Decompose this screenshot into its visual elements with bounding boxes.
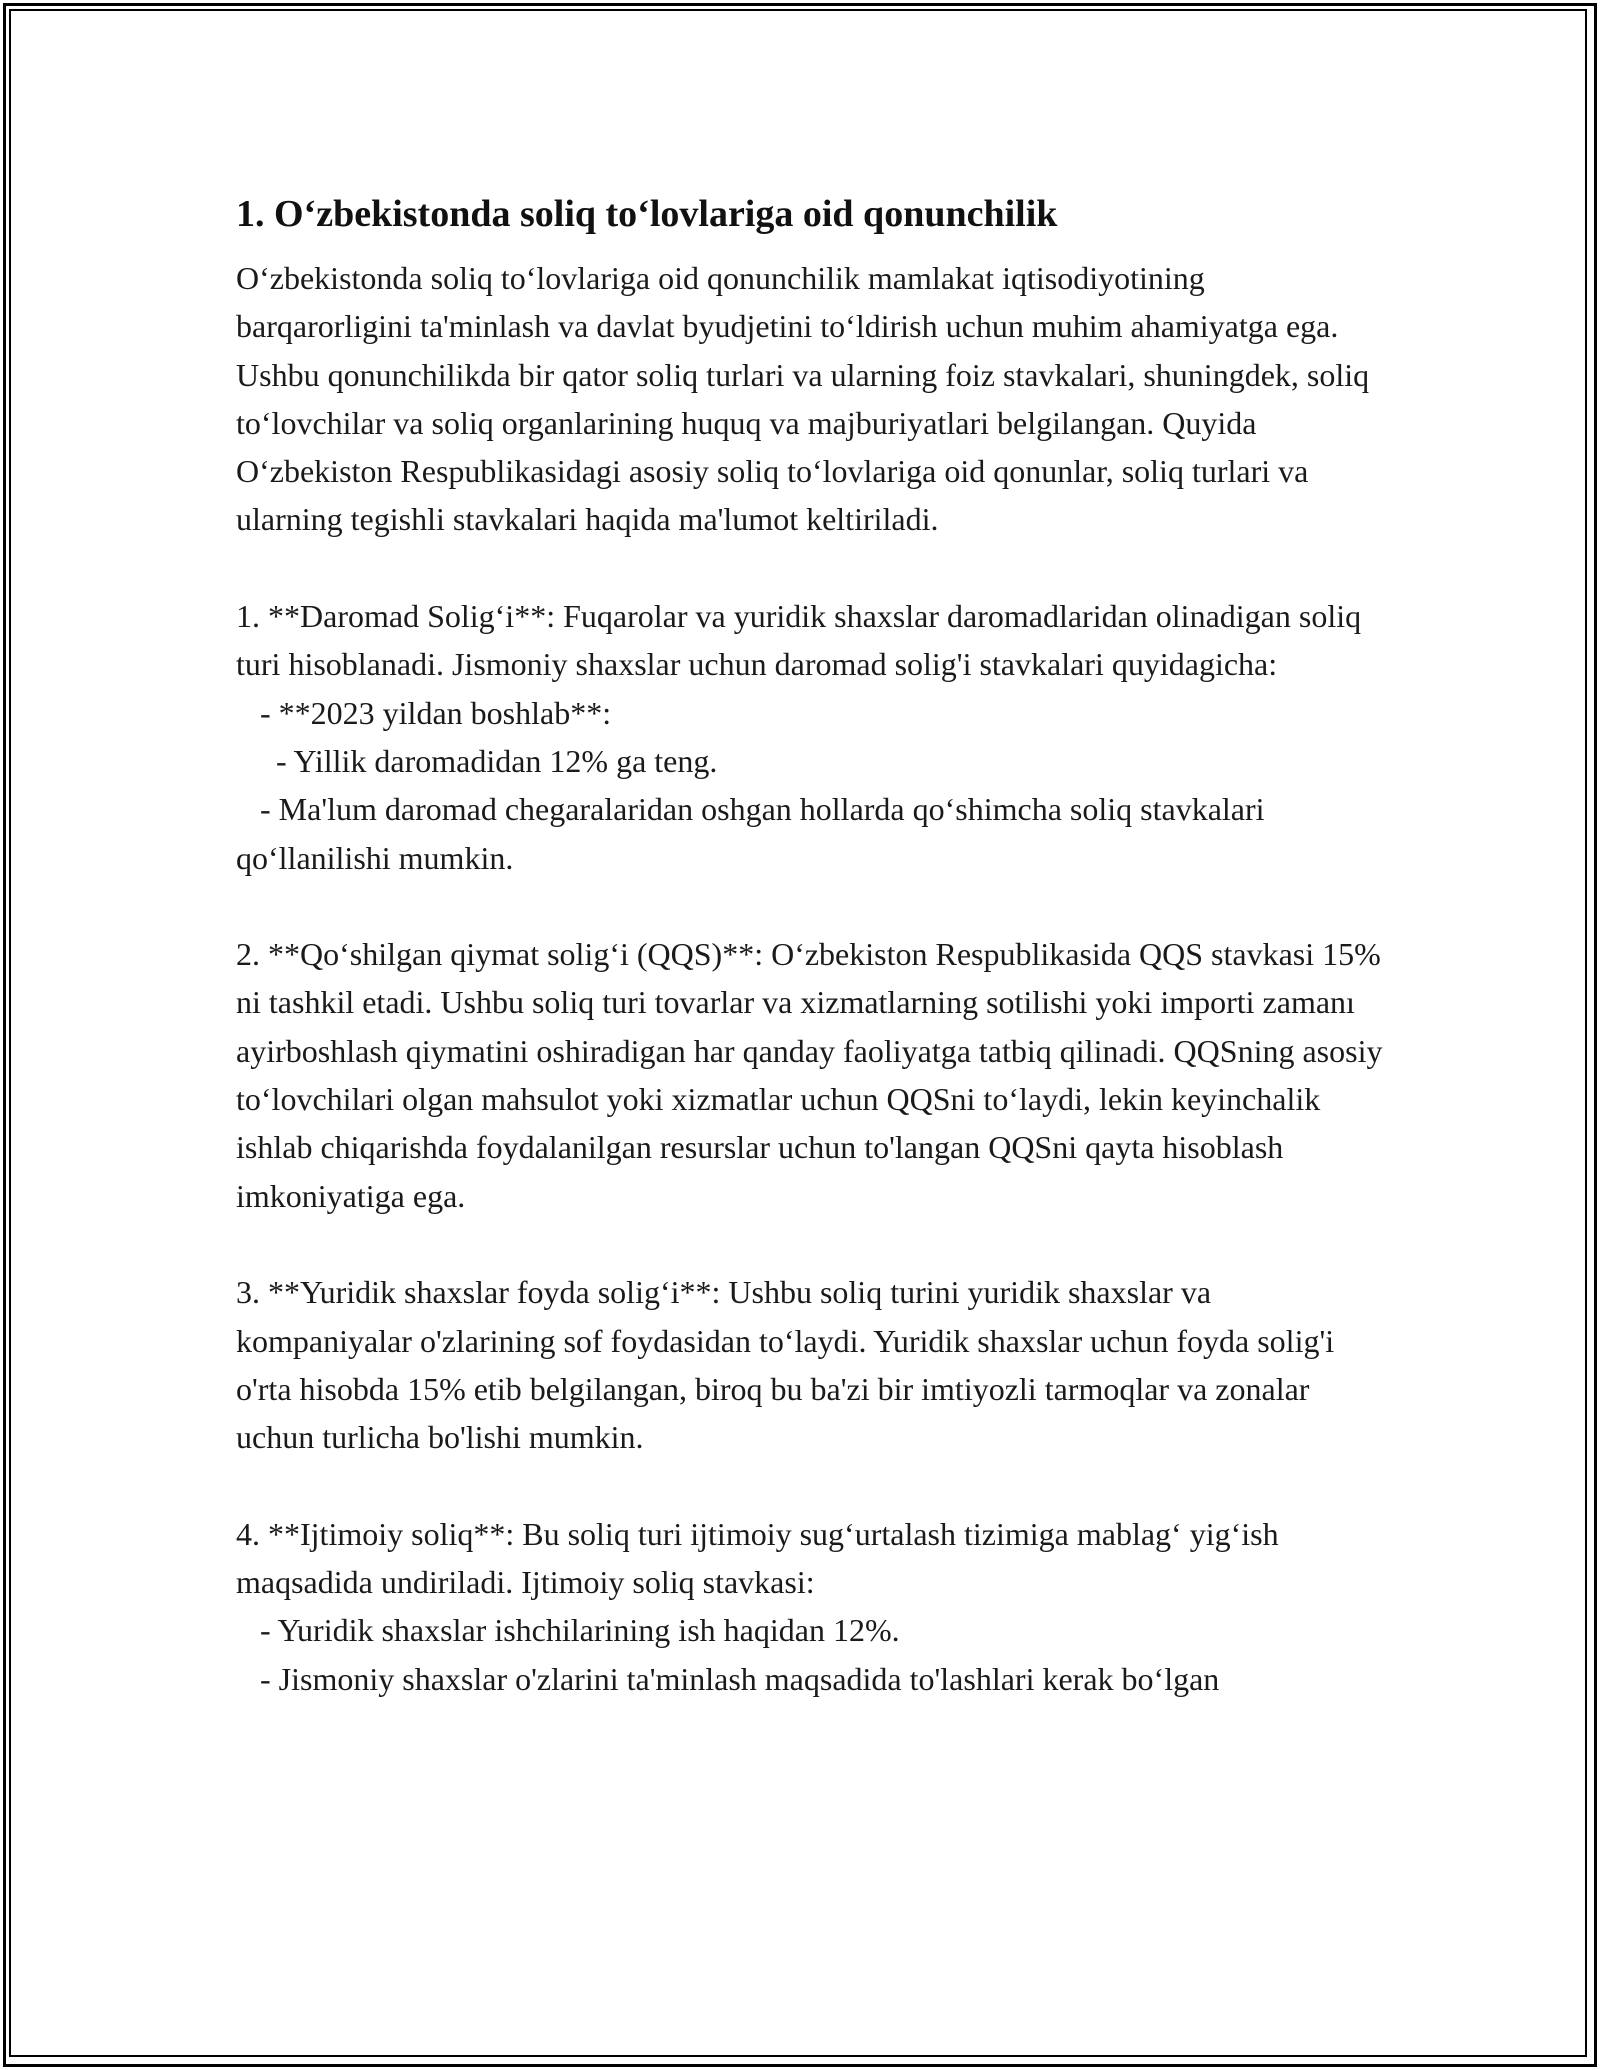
document-content [236, 188, 1386, 1703]
document-title: 1. O‘zbekistonda soliq to‘lovlariga oid qonunchilik [236, 193, 1058, 235]
document-body-text: O‘zbekistonda soliq to‘lovlariga oid qonunchilik mamlakat iqtisodiyotining barqarorligini ta'minlash va davlat byudjetini to‘ldirish uchun muhim ahamiyatga ega. Ushbu qonunchilikda bir qator soliq turlari va ularning foiz stavkalari, shuningdek, soliq to‘lovchilar va soliq organlarining huquq va majburiyatlari belgilangan. Quyida O‘zbekiston Respublikasidagi asosiy soliq to‘lovlariga oid qonunlar, soliq turlari va ularning tegishli stavkalari haqida ma'lumot keltiriladi. 1. **Daromad Solig‘i**: Fuqarolar va yuridik shaxslar daromadlaridan olinadigan soliq turi hisoblanadi. Jismoniy shaxslar uchun daromad solig'i stavkalari quyidagicha: - **2023 yildan boshlab**: - Yillik daromadidan 12% ga teng. - Ma'lum daromad chegaralaridan oshgan hollarda qo‘shimcha soliq stavkalari qo‘llanilishi mumkin. 2. **Qo‘shilgan qiymat solig‘i (QQS)**: O‘zbekiston Respublikasida QQS stavkasi 15% ni tashkil etadi. Ushbu soliq turi tovarlar va xizmatlarning sotilishi yoki importi zamanı ayirboshlash qiymatini oshiradigan har qanday faoliyatga tatbiq qilinadi. QQSning asosiy to‘lovchilari olgan mahsulot yoki xizmatlar uchun QQSni to‘laydi, lekin keyinchalik ishlab chiqarishda foydalanilgan resurslar uchun to'langan QQSni qayta hisoblash imkoniyatiga ega. 3. **Yuridik shaxslar foyda solig‘i**: Ushbu soliq turini yuridik shaxslar va kompaniyalar o'zlarining sof foydasidan to‘laydi. Yuridik shaxslar uchun foyda solig'i o'rta hisobda 15% etib belgilangan, biroq bu ba'zi bir imtiyozli tarmoqlar va zonalar uchun turlicha bo'lishi mumkin. 4. **Ijtimoiy soliq**: Bu soliq turi ijtimoiy sug‘urtalash tizimiga mablag‘ yig‘ish maqsadida undiriladi. Ijtimoiy soliq stavkasi: - Yuridik shaxslar ishchilarining ish haqidan 12%. - Jismoniy shaxslar o'zlarini ta'minlash maqsadida to'lashlari kerak bo‘lgan [236, 260, 1383, 1697]
